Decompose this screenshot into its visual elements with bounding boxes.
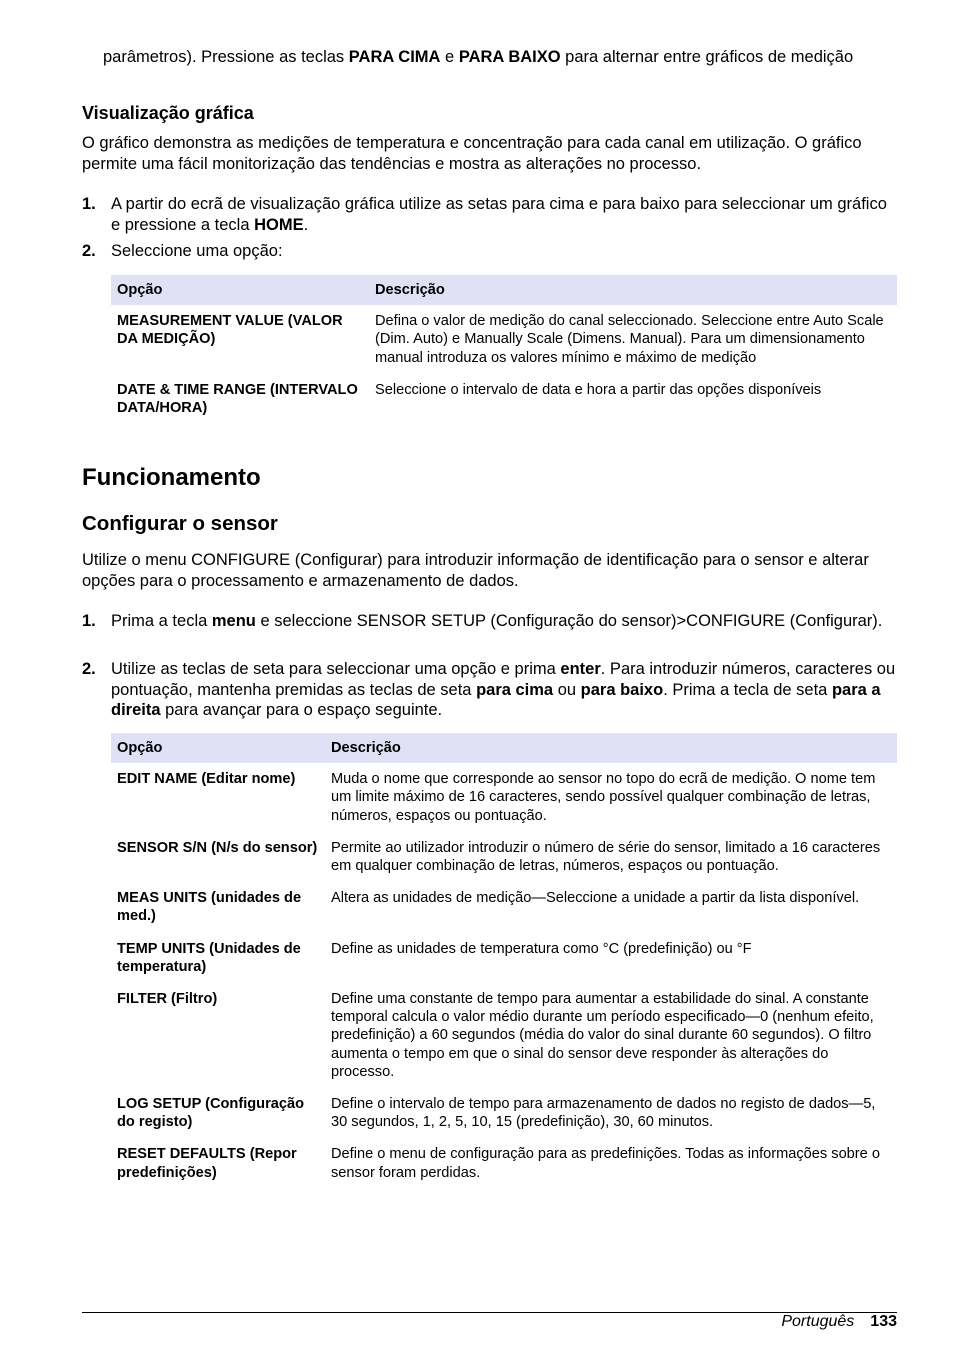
table-row [111,1138,897,1188]
option-cell: LOG SETUP (Configuração do registo) [117,1096,305,1131]
option-cell: DATE & TIME RANGE (INTERVALO DATA/HORA) [117,381,358,417]
operation-heading: Funcionamento [82,464,261,491]
option-cell: TEMP UNITS (Unidades de temperatura) [117,940,301,975]
graph-section-paragraph: O gráfico demonstra as medições de temperatura e concentração para cada canal em utilização. O gráfico permite uma fácil monitorização das tendências e mostra as alterações no processo. [82,134,862,173]
configure-step-1 [82,611,897,632]
step-number: 1. [82,612,96,630]
option-cell: MEAS UNITS (unidades de med.) [117,890,302,925]
description-cell: Define o intervalo de tempo para armazenamento de dados no registo de dados—5, 30 segundos, 1, 2, 5, 10, 15 (predefinição), 30, 60 minutos. [331,1096,876,1131]
page-footer [781,1312,897,1332]
step-text: Utilize as teclas de seta para seleccionar uma opção e prima enter. Para introduzir números, caracteres ou pontuação, mantenha premidas as teclas de seta para cima ou para baixo. Prima a tecla de seta para a direita para avançar para o espaço seguinte. [111,660,896,719]
description-cell: Defina o valor de medição do canal seleccionado. Seleccione entre Auto Scale (Dim. Auto) e Manually Scale (Dimens. Manual). Para um dimensionamento manual introduza os valores mínimo e máximo de medição [375,313,884,366]
graph-step-1 [82,194,897,235]
configure-options-table [111,733,897,1189]
graph-step-2 [82,241,897,262]
table-header-row [111,275,897,305]
option-cell: RESET DEFAULTS (Repor predefinições) [117,1146,297,1181]
description-cell: Seleccione o intervalo de data e hora a partir das opções disponíveis [375,381,822,398]
table-row [111,983,897,1088]
configure-section-paragraph: Utilize o menu CONFIGURE (Configurar) para introduzir informação de identificação para o sensor e alterar opções para o processamento e armazenamento de dados. [82,551,869,590]
column-header-description: Descrição [369,275,897,305]
option-cell: FILTER (Filtro) [117,991,218,1008]
step-text: A partir do ecrã de visualização gráfica utilize as setas para cima e para baixo para seleccionar um gráfico e pressione a tecla HOME. [111,195,887,234]
description-cell: Define as unidades de temperatura como °C (predefinição) ou °F [331,940,752,957]
table-row [111,832,897,882]
table-header-row [111,733,897,763]
footer-language: Português [781,1313,855,1330]
description-cell: Define o menu de configuração para as predefinições. Todas as informações sobre o sensor foram perdidas. [331,1146,880,1181]
configure-step-2 [82,659,897,721]
description-cell: Altera as unidades de medição—Seleccione a unidade a partir da lista disponível. [331,890,860,907]
description-cell: Permite ao utilizador introduzir o número de série do sensor, limitado a 16 caracteres em qualquer combinação de letras, números, espaços ou pontuação. [331,839,881,875]
step-number: 1. [82,195,96,213]
column-header-option: Opção [111,733,325,763]
description-cell: Muda o nome que corresponde ao sensor no topo do ecrã de medição. O nome tem um limite máximo de 16 caracteres, sendo possível qualquer combinação de letras, números, espaços ou pontuação. [331,771,876,824]
footer-rule [82,1312,897,1313]
step-number: 2. [82,242,96,260]
option-cell: MEASUREMENT VALUE (VALOR DA MEDIÇÃO) [117,313,343,348]
option-cell: SENSOR S/N (N/s do sensor) [117,839,318,856]
step-text: Prima a tecla menu e seleccione SENSOR SETUP (Configuração do sensor)>CONFIGURE (Configurar). [111,612,883,630]
graph-options-table [111,275,897,424]
page-number: 133 [870,1313,897,1330]
table-row [111,374,897,424]
table-row [111,763,897,832]
column-header-option: Opção [111,275,369,305]
step-number: 2. [82,660,96,678]
column-header-description: Descrição [325,733,897,763]
graph-section-heading: Visualização gráfica [82,103,254,123]
option-cell: EDIT NAME (Editar nome) [117,771,296,788]
table-row [111,1088,897,1138]
table-row [111,933,897,983]
configure-section-heading: Configurar o sensor [82,512,278,535]
intro-continuation: parâmetros). Pressione as teclas PARA CIMA e PARA BAIXO para alternar entre gráficos de medição [103,48,854,66]
step-text: Seleccione uma opção: [111,242,283,260]
table-row [111,305,897,374]
table-row [111,882,897,932]
description-cell: Define uma constante de tempo para aumentar a estabilidade do sinal. A constante temporal calcula o valor médio durante um período especificado—0 (nenhum efeito, predefinição) a 60 segundos (média do valor do sinal durante 60 segundos). O filtro aumenta o tempo em que o sinal do sensor deve responder às alterações do processo. [331,991,874,1080]
